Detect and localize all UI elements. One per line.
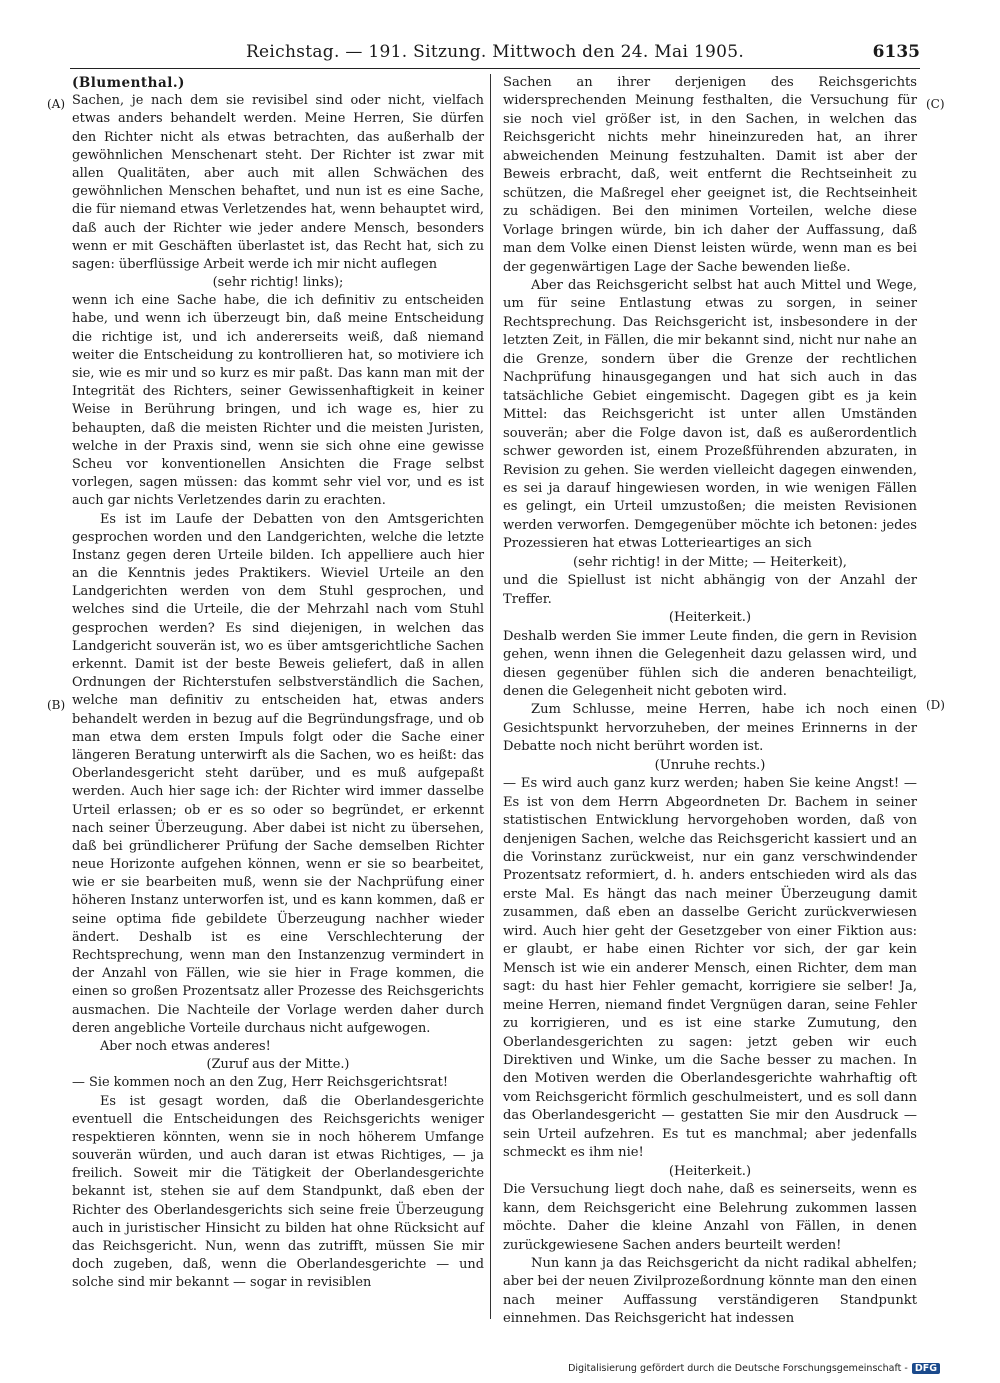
paragraph: — Sie kommen noch an den Zug, Herr Reichsgerichtsrat! — [72, 1075, 449, 1091]
interjection: (sehr richtig! in der Mitte; — Heiterkeit), — [573, 554, 847, 570]
page-header — [70, 40, 920, 70]
paragraph: Nun kann ja das Reichsgericht da nicht radikal abhelfen; aber bei der neuen Zivilprozeßordnung könnte man den einen nach meiner Auffassung verständigeren Standpunkt einnehmen. Das Reichsgericht hat indessen — [503, 1256, 917, 1327]
paragraph: Es ist im Laufe der Debatten von den Amtsgerichten gesprochen worden und den Landgerichten, welche die letzte Instanz gegen deren Urteile bilden. Ich appelliere auch hier an die Kenntnis jedes Praktikers. Wieviel Urteile an den Landgerichten werden von dem Stuhl gesprochen, und welches sind die Urteile, die der Mehrzahl nach vom Stuhl gesprochen werden? Es sind diejenigen, in welchen das Landgericht souverän ist, wo es über amtsgerichtliche Sachen erkennt. Damit ist der beste Beweis geliefert, daß in allen Ordnungen der Richterstufen selbstverständlich die Sachen, welche man definitiv zu entscheiden hat, etwas anders behandelt werden in bezug auf die Begründungsfrage, und ob man etwa dem ersten Impuls folgt oder die Sache einer längeren Beratung unterwirft als die Sachen, wo es heißt: das Oberlandesgericht steht darüber, und es muß aufgepaßt werden. Auch hier sage ich: der Richter wird immer dasselbe Urteil erlassen; ob er es so oder so begründet, er erkennt nach seiner Überzeugung. Aber dabei ist nicht zu übersehen, daß bei gründlicherer Prüfung der Sache demselben Richter neue Horizonte aufgehen können, wenn er sie so bearbeitet, wie er sie bearbeiten muß, wenn sie der Nachprüfung einer höheren Instanz unterworfen ist, und es kann kommen, daß er seine optima fide gebildete Überzeugung nachher wieder ändert. Deshalb ist es eine Verschlechterung der Rechtsprechung, wenn man den Instanzenzug vermindert in der Anzahl von Fällen, wie sie hier in Frage kommen, die einen so großen Prozentsatz aller Prozesse des Reichsgerichts ausmachen. Die Nachteile der Vorlage werden daher durch deren angebliche Vorteile durchaus nicht aufgewogen. — [72, 511, 484, 1036]
paragraph: Sachen, je nach dem sie revisibel sind oder nicht, vielfach etwas anders behandelt werden. Meine Herren, Sie dürfen den Richter nicht als etwas betrachten, das außerhalb der gewöhnlichen Menschenart steht. Der Richter ist zwar mit allen Qualitäten, aber auch mit allen Schwächen des gewöhnlichen Menschen behaftet, und nun ist es eine Sache, die für niemand etwas Verletzendes hat, wenn behauptet wird, daß auch der Richter wie jeder andere Mensch, besonders wenn er mit Geschäften überlastet ist, das Recht hat, sich zu sagen: überflüssige Arbeit werde ich mir nicht auflegen — [72, 93, 484, 272]
left-column — [72, 74, 484, 1293]
paragraph: Aber das Reichsgericht selbst hat auch Mittel und Wege, um für seine Entlastung etwas zu sorgen, in seiner Rechtsprechung. Das Reichsgericht ist, insbesondere in der letzten Zeit, in Fällen, die mir bekannt sind, nicht nur nahe an die Grenze, sondern über die Grenze der rechtlichen Nachprüfung hinausgegangen und hat sich auch in das tatsächliche Gebiet eingemischt. Dagegen gibt es ja kein Mittel: das Reichsgericht ist unter allen Umständen souverän; aber die Folge davon ist, daß es außerordentlich schwer geworden ist, einem Prozeßführenden abzuraten, in Revision zu gehen. Sie werden vielleicht dagegen einwenden, es sei ja darauf hingewiesen worden, in wie wenigen Fällen es gelingt, ein Urteil umzustoßen; die meisten Revisionen werden verworfen. Demgegenüber möchte ich betonen: jedes Prozessieren hat etwas Lotterieartiges an sich — [503, 277, 917, 552]
page-number: 6135 — [872, 42, 920, 62]
interjection: (Heiterkeit.) — [668, 610, 752, 626]
margin-marker-d: (D) — [926, 698, 945, 712]
paragraph: Sachen an ihrer derjenigen des Reichsgerichts widersprechenden Meinung festhalten, die Versuchung für sie noch viel größer ist, in den Sachen, in welchen das Reichsgericht nichts mehr hineinzureden hat, an ihrer abweichenden Meinung festzuhalten. Damit ist aber der Beweis erbracht, daß, weit entfernt die Rechtseinheit zu schützen, die Maßregel eher geeignet ist, die Rechtseinheit zu schädigen. Bei den minimen Vorteilen, welche diese Vorlage bringen würde, bin ich daher der Auffassung, daß man dem Volke einen Dienst leisten würde, wenn man es bei der gegenwärtigen Lage der Sache bewenden ließe. — [503, 75, 917, 275]
interjection: (sehr richtig! links); — [212, 275, 344, 291]
paragraph: Deshalb werden Sie immer Leute finden, die gern in Revision gehen, wenn ihnen die Gelegenheit dazu gelassen wird, und diesen gegenüber fühlen sich die anderen benachteiligt, denen die Gelegenheit nicht geboten wird. — [503, 628, 917, 699]
margin-marker-b: (B) — [47, 698, 66, 712]
page-title: Reichstag. — 191. Sitzung. Mittwoch den 24. Mai 1905. — [245, 42, 745, 62]
footer-text: Digitalisierung gefördert durch die Deutsche Forschungsgemeinschaft - — [568, 1363, 908, 1374]
header-rule — [70, 68, 920, 69]
dfg-logo: DFG — [912, 1363, 940, 1374]
paragraph: wenn ich eine Sache habe, die ich definitiv zu entscheiden habe, und wenn ich überzeugt bin, daß meine Entscheidung die richtige ist, und ich andererseits weiß, daß niemand weiter die Entscheidung zu kontrollieren hat, so motiviere ich sie, wie es mir und so kurz es mir paßt. Das kann man mit der Integrität des Richters, seiner Gewissenhaftigkeit in keiner Weise in Berührung bringen, und ich wage es, hier zu behaupten, daß die meisten Richter und die meisten Juristen, welche in der Praxis sind, wenn sie sich ohne eine gewisse Scheu vor konventionellen Ansichten die Frage selbst vorlegen, sagen müssen: das kommt sehr viel vor, und es ist auch gar nichts Verletzendes darin zu erachten. — [72, 293, 484, 509]
paragraph: und die Spiellust ist nicht abhängig von der Anzahl der Treffer. — [503, 573, 917, 607]
margin-marker-c: (C) — [926, 97, 945, 111]
column-divider — [490, 74, 491, 1319]
interjection: (Heiterkeit.) — [668, 1163, 752, 1179]
right-column — [503, 74, 917, 1329]
paragraph: Aber noch etwas anderes! — [100, 1038, 271, 1054]
paragraph: — Es wird auch ganz kurz werden; haben Sie keine Angst! — Es ist von dem Herrn Abgeordneten Dr. Bachem in seiner statistischen Entwicklung hervorgehoben worden, daß von denjenigen Sachen, welche das Reichsgericht kassiert und an die Vorinstanz zurückweist, nur ein ganz verschwindender Prozentsatz reformiert, d. h. anders entschieden wird als das erste Mal. Es hängt das nach meiner Überzeugung damit zusammen, daß eben an dasselbe Gericht zurückverwiesen wird. Auch hier geht der Gesetzgeber von einer Fiktion aus: er glaubt, er habe einen Richter vor sich, der gar kein Mensch ist wie ein anderer Mensch, einen Richter, dem man sagt: du hast hier Fehler gemacht, korrigiere sie selber! Ja, meine Herren, niemand findet Vergnügen daran, seine Fehler zu korrigieren, und es ist eine starke Zumutung, den Oberlandesgerichten zu sagen: jetzt geben wir euch Direktiven und Winke, um die Sache besser zu machen. In den Motiven werden die Oberlandesgerichte wahrhaftig oft vom Reichsgericht förmlich geschulmeistert, und es soll dann das Oberlandesgericht — gestatten Sie mir den Ausdruck — sein Urteil aufzehren. Es tut es manchmal; aber jedenfalls schmeckt es ihm nie! — [503, 776, 917, 1161]
paragraph: Die Versuchung liegt doch nahe, daß es seinerseits, wenn es kann, dem Reichsgericht eine Belehrung zukommen lassen möchte. Daher die kleine Anzahl von Fällen, in denen zurückgewiesene Sachen anders beurteilt werden! — [503, 1182, 917, 1253]
interjection: (Zuruf aus der Mitte.) — [206, 1057, 350, 1073]
margin-marker-a: (A) — [47, 97, 66, 111]
paragraph: Zum Schlusse, meine Herren, habe ich noch einen Gesichtspunkt hervorzuheben, der meines Erinnerns in der Debatte noch nicht berührt worden ist. — [503, 702, 917, 755]
footer-credit — [568, 1363, 940, 1374]
paragraph: Es ist gesagt worden, daß die Oberlandesgerichte eventuell die Entscheidungen des Reichsgerichts weniger respektieren könnten, wenn sie in noch höherem Umfange souverän würden, und auch daran ist etwas Richtiges, — ja freilich. Soweit mir die Tätigkeit der Oberlandesgerichte bekannt ist, stehen sie auf dem Standpunkt, daß eben der Richter des Oberlandesgerichts sich seine freie Überzeugung auch in juristischer Hinsicht zu bilden hat ohne Rücksicht auf das Reichsgericht. Nun, wenn das zutrifft, müssen Sie mir doch zugeben, daß, wenn die Oberlandesgerichte — und solche sind mir bekannt — sogar in revisiblen — [72, 1093, 484, 1291]
interjection: (Unruhe rechts.) — [654, 757, 766, 773]
speaker-label: (Blumenthal.) — [72, 75, 185, 91]
